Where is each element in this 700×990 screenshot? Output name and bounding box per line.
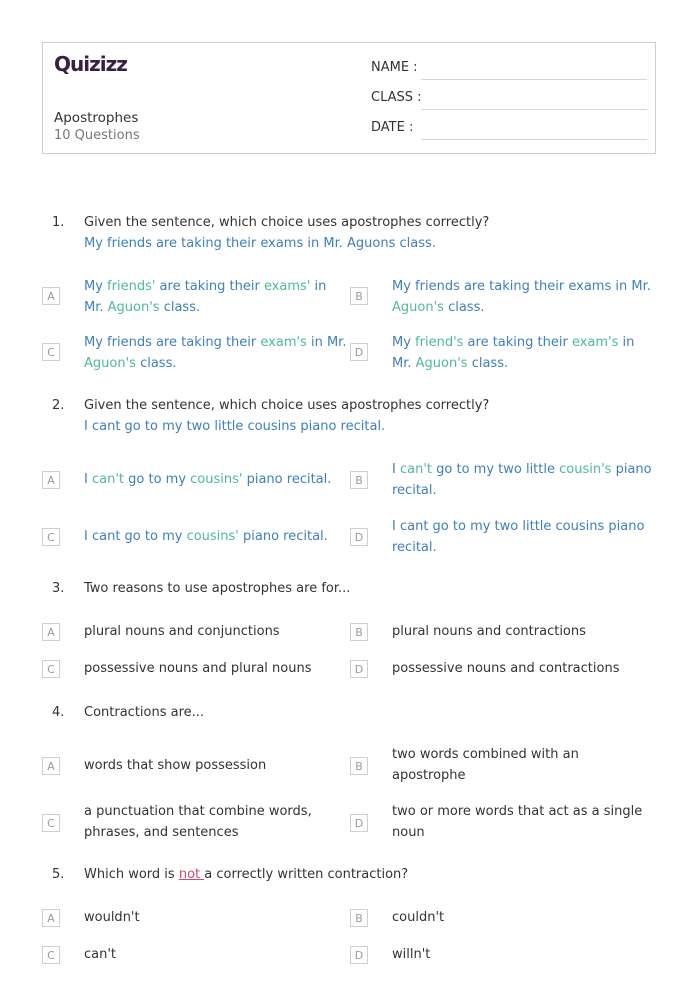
option-text-segment: in Mr. (306, 335, 347, 350)
option-d-text: two or more words that act as a single noun (392, 804, 643, 840)
option-text-segment: class. (135, 356, 177, 371)
option-d-letter: D (350, 343, 368, 361)
option-d-text: possessive nouns and contractions (392, 661, 620, 676)
option-text-segment: My friends are taking their exams in Mr. (392, 279, 651, 294)
option-text-segment: are taking their (463, 335, 572, 350)
option-text-segment: exam's (260, 335, 307, 350)
option-text-segment: I cant go to my two little cousins piano recital. (392, 519, 645, 555)
name-label: NAME : (371, 60, 418, 75)
emphasized-not: not (178, 867, 205, 882)
option-c-letter: C (42, 814, 60, 832)
option-d-text: willn't (392, 947, 431, 962)
option-text-segment: My (392, 335, 416, 350)
option-c-text: a punctuation that combine words, phrases, and sentences (84, 804, 312, 840)
option-d-letter: D (350, 528, 368, 546)
worksheet-header (42, 42, 656, 154)
worksheet-title: Apostrophes (54, 110, 139, 126)
question-number: 4. (52, 705, 65, 720)
option-c-text (84, 332, 350, 374)
option-b-text: couldn't (392, 910, 445, 925)
option-text-segment: piano recital. (242, 472, 332, 487)
option-text-segment: I (84, 472, 92, 487)
question-number: 5. (52, 867, 65, 882)
option-text-segment: friends' (107, 279, 156, 294)
option-d-letter: D (350, 814, 368, 832)
option-b-letter: B (350, 757, 368, 775)
date-line (421, 139, 647, 140)
question-text-after: a correctly written contraction? (204, 867, 409, 882)
quizizz-logo: Quizizz (54, 52, 127, 76)
option-d-text (392, 516, 654, 558)
question-sentence: My friends are taking their exams in Mr. Aguons class. (84, 236, 436, 251)
option-c-letter: C (42, 343, 60, 361)
option-c-text (84, 526, 342, 547)
option-text-segment: go to my (124, 472, 191, 487)
option-d-letter: D (350, 660, 368, 678)
option-b-letter: B (350, 623, 368, 641)
option-a-text: plural nouns and conjunctions (84, 624, 280, 639)
option-text-segment: Aguon's (107, 300, 160, 315)
option-text-segment: exams' (263, 279, 311, 294)
date-field (371, 120, 647, 140)
option-text-segment: My friends are taking their (84, 335, 261, 350)
option-text-segment: cousins' (186, 529, 239, 544)
option-text-segment: exam's (571, 335, 619, 350)
class-line (421, 109, 647, 110)
question-number: 2. (52, 398, 65, 413)
option-text-segment: I (392, 462, 400, 477)
option-text-segment: class. (159, 300, 201, 315)
question-number: 3. (52, 581, 65, 596)
option-a-letter: A (42, 623, 60, 641)
option-b-text: two words combined with an apostrophe (392, 747, 579, 783)
option-b-letter: B (350, 287, 368, 305)
option-a-text: words that show possession (84, 758, 267, 773)
option-text-segment: can't (399, 462, 432, 477)
option-d-letter: D (350, 946, 368, 964)
option-text-segment: friend's (415, 335, 464, 350)
option-text-segment: Aguon's (415, 356, 468, 371)
question-text: Contractions are... (84, 705, 205, 720)
class-field (371, 90, 647, 110)
option-b-text: plural nouns and contractions (392, 624, 586, 639)
option-c-text: possessive nouns and plural nouns (84, 661, 312, 676)
option-b-text (392, 459, 656, 501)
option-text-segment: cousins' (190, 472, 243, 487)
option-text-segment: Aguon's (392, 300, 444, 315)
option-text-segment: My (84, 279, 108, 294)
option-c-letter: C (42, 946, 60, 964)
name-field (371, 60, 647, 80)
option-a-text: wouldn't (84, 910, 140, 925)
option-a-letter: A (42, 757, 60, 775)
question-text (84, 867, 408, 882)
question-count: 10 Questions (54, 128, 140, 143)
option-text-segment: cousin's (559, 462, 612, 477)
question-text: Given the sentence, which choice uses apostrophes correctly? (84, 398, 490, 413)
option-a-letter: A (42, 287, 60, 305)
option-a-text (84, 469, 342, 490)
option-b-letter: B (350, 471, 368, 489)
question-number: 1. (52, 215, 65, 230)
option-text-segment: go to my two little (432, 462, 560, 477)
name-line (421, 79, 647, 80)
option-text-segment: can't (91, 472, 124, 487)
date-label: DATE : (371, 120, 414, 135)
question-text-before: Which word is (84, 867, 179, 882)
option-text-segment: class. (467, 356, 509, 371)
question-text: Given the sentence, which choice uses apostrophes correctly? (84, 215, 490, 230)
option-text-segment: piano recital. (238, 529, 328, 544)
option-c-text: can't (84, 947, 117, 962)
option-text-segment: Aguon's (84, 356, 136, 371)
option-text-segment: piano recital. (392, 462, 652, 498)
option-a-letter: A (42, 471, 60, 489)
option-d-text (392, 332, 654, 374)
option-b-letter: B (350, 909, 368, 927)
option-c-letter: C (42, 528, 60, 546)
question-text: Two reasons to use apostrophes are for... (84, 581, 351, 596)
option-text-segment: class. (443, 300, 485, 315)
option-a-text (84, 276, 342, 318)
option-c-letter: C (42, 660, 60, 678)
option-text-segment: I cant go to my (84, 529, 187, 544)
option-text-segment: in Mr. (84, 279, 327, 315)
option-text-segment: in Mr. (392, 335, 635, 371)
option-text-segment: are taking their (155, 279, 264, 294)
question-sentence: I cant go to my two little cousins piano recital. (84, 419, 386, 434)
class-label: CLASS : (371, 90, 422, 105)
option-b-text (392, 276, 656, 318)
option-a-letter: A (42, 909, 60, 927)
